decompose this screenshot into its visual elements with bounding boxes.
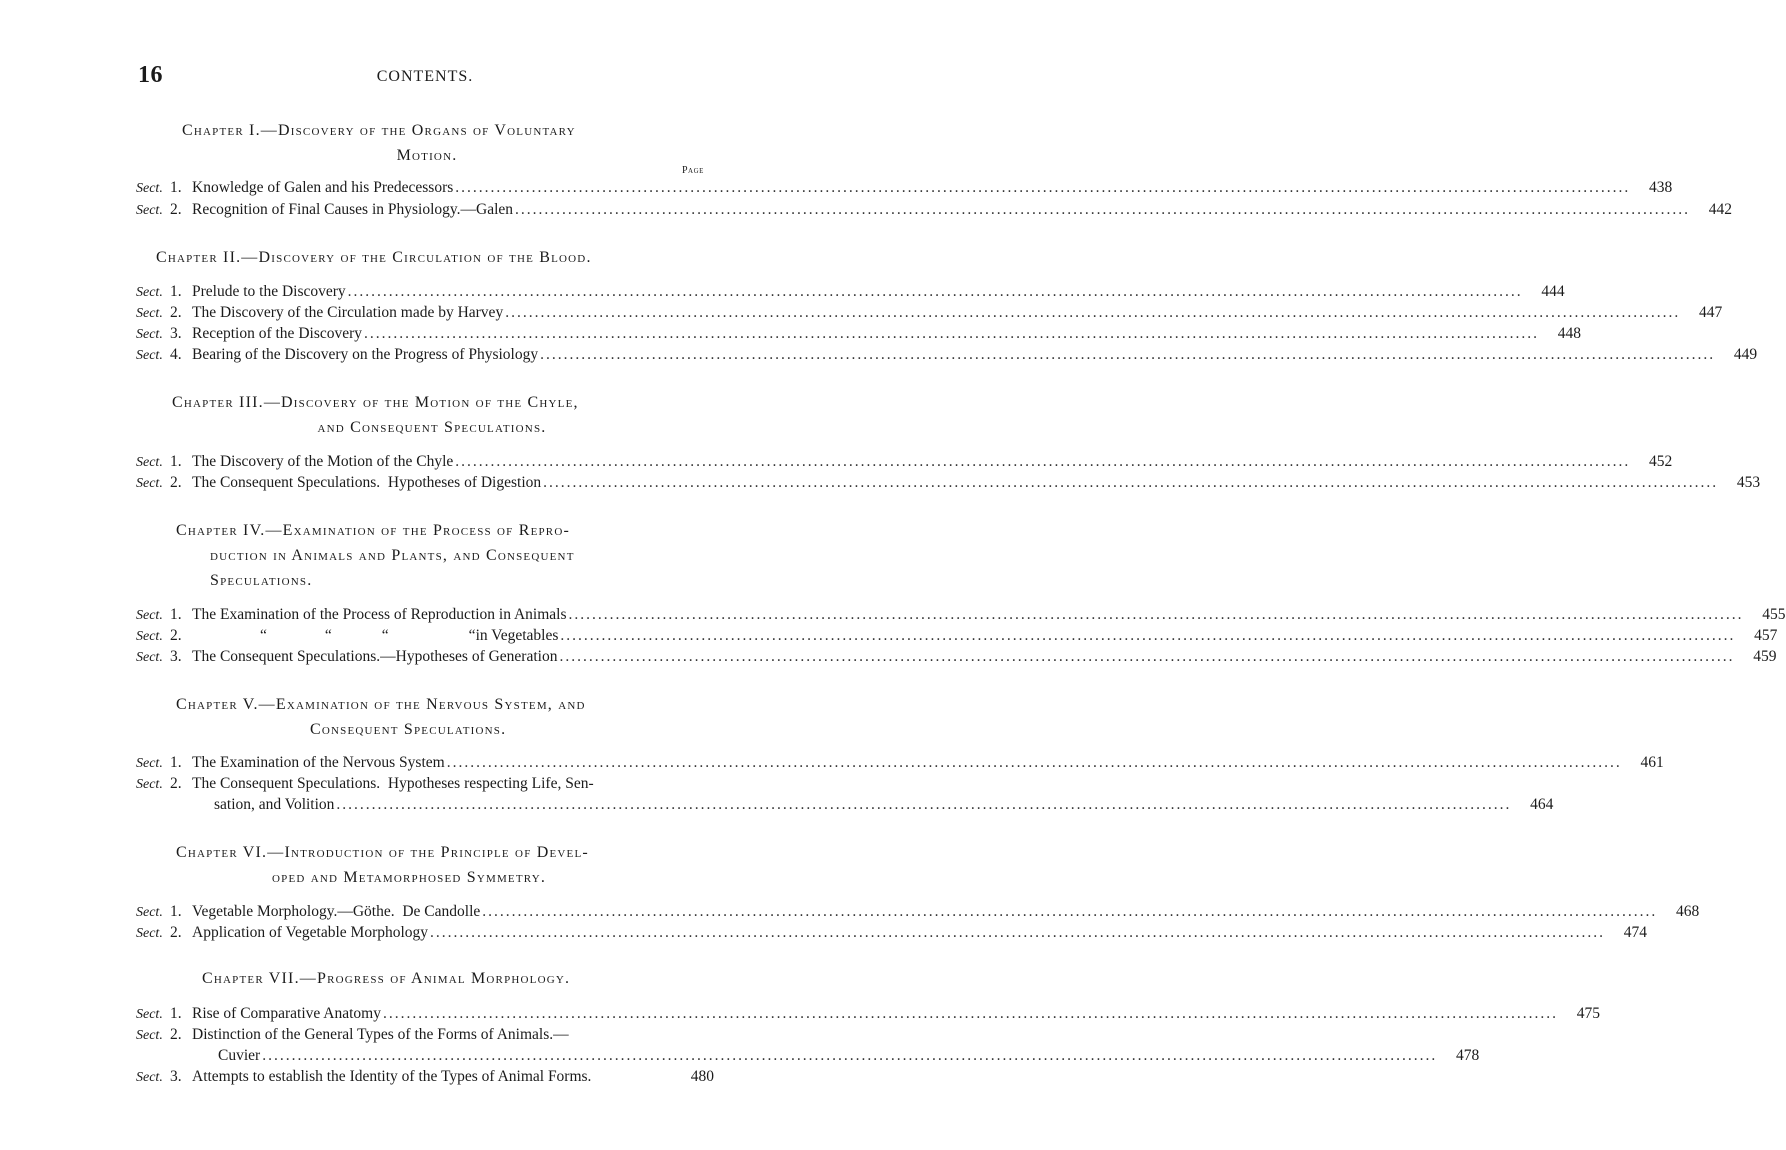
toc-entry[interactable] xyxy=(136,302,1723,323)
running-title: CONTENTS. xyxy=(376,68,474,85)
page-ref: 438 xyxy=(1649,179,1673,196)
section-number: 2. xyxy=(170,304,182,321)
section-number: 1. xyxy=(170,606,182,623)
chapter-heading-line: Chapter I.—Discovery of the Organs of Voluntary xyxy=(182,122,576,139)
sect-label: Sect. xyxy=(136,203,163,218)
section-number: 3. xyxy=(170,325,182,342)
toc-entry[interactable] xyxy=(136,604,1786,625)
sect-label: Sect. xyxy=(136,777,163,792)
leader-dots: ........................................................................................................................................................................................................ xyxy=(262,1047,1438,1064)
chapter-heading xyxy=(176,840,696,890)
section-title: in Vegetables xyxy=(475,627,559,644)
section-number: 2. xyxy=(170,627,182,644)
leader-dots: ........................................................................................................................................................................................................ xyxy=(364,325,1540,342)
page-ref: 453 xyxy=(1736,474,1761,491)
page-ref: 468 xyxy=(1676,903,1700,920)
toc-entry[interactable] xyxy=(136,177,1673,198)
toc-entry[interactable] xyxy=(136,901,1700,922)
sect-label: Sect. xyxy=(136,1028,163,1043)
toc-entry[interactable] xyxy=(136,344,1758,365)
toc-entry[interactable] xyxy=(136,646,1777,667)
leader-dots: ........................................................................................................................................................................................................ xyxy=(559,648,1735,665)
sect-label: Sect. xyxy=(136,455,163,470)
section-number: 1. xyxy=(170,453,182,470)
leader-dots: ........................................................................................................................................................................................................ xyxy=(482,903,1658,920)
leader-dots: ........................................................................................................................................................................................................ xyxy=(336,796,1512,813)
sect-label: Sect. xyxy=(136,327,163,342)
page-column-label: Page xyxy=(682,165,704,176)
page-ref: 474 xyxy=(1623,924,1648,941)
chapter-heading xyxy=(176,692,696,742)
page-ref: 475 xyxy=(1576,1005,1600,1022)
leader-dots: ........................................................................................................................................................................................................ xyxy=(505,304,1681,321)
page-ref: 455 xyxy=(1762,606,1786,623)
sect-label: Sect. xyxy=(136,650,163,665)
section-title: The Consequent Speculations. Hypotheses respecting Life, Sen- xyxy=(192,775,594,792)
toc-entry[interactable] xyxy=(136,625,1778,646)
section-title: Bearing of the Discovery on the Progress of Physiology xyxy=(192,346,539,363)
toc-entry[interactable] xyxy=(136,472,1761,493)
sect-label: Sect. xyxy=(136,926,163,941)
page-ref: 444 xyxy=(1541,283,1565,300)
ditto-mark: “ xyxy=(324,627,332,644)
chapter-heading xyxy=(182,118,682,168)
chapter-heading-line: Chapter VII.—Progress of Animal Morphology. xyxy=(202,970,571,987)
page-ref: 452 xyxy=(1649,453,1673,470)
leader-dots: ........................................................................................................................................................................................................ xyxy=(455,179,1631,196)
leader-dots: ........................................................................................................................................................................................................ xyxy=(446,754,1622,771)
section-title: Reception of the Discovery xyxy=(192,325,363,342)
chapter-heading-line: oped and Metamorphosed Symmetry. xyxy=(272,869,547,886)
ditto-mark: “ xyxy=(381,627,389,644)
ditto-mark: “ xyxy=(260,627,267,644)
chapter-heading-line: Speculations. xyxy=(210,572,313,589)
sect-label: Sect. xyxy=(136,476,163,491)
toc-entry[interactable] xyxy=(136,1066,714,1087)
section-title: Attempts to establish the Identity of the Types of Animal Forms. xyxy=(192,1068,592,1085)
sect-label: Sect. xyxy=(136,1070,163,1085)
chapter-heading-line: Chapter II.—Discovery of the Circulation of the Blood. xyxy=(156,249,592,266)
toc-entry[interactable] xyxy=(136,199,1733,220)
section-number: 3. xyxy=(170,648,182,665)
section-number: 1. xyxy=(170,283,182,300)
section-number: 2. xyxy=(170,775,182,792)
chapter-heading-line: Chapter VI.—Introduction of the Principle of Devel- xyxy=(176,844,589,861)
section-number: 4. xyxy=(170,346,182,363)
chapter-heading-line: Chapter IV.—Examination of the Process of Repro- xyxy=(176,522,571,539)
toc-entry[interactable] xyxy=(136,281,1565,302)
chapter-heading xyxy=(156,245,716,270)
page-ref: 449 xyxy=(1733,346,1758,363)
page-ref: 478 xyxy=(1455,1047,1480,1064)
leader-dots: ........................................................................................................................................................................................................ xyxy=(543,474,1719,491)
section-number: 1. xyxy=(170,1005,182,1022)
chapter-heading xyxy=(172,390,692,440)
page-ref: 457 xyxy=(1754,627,1778,644)
leader-dots: ........................................................................................................................................................................................................ xyxy=(382,1005,1558,1022)
toc-entry[interactable] xyxy=(136,773,1554,815)
section-title: Distinction of the General Types of the Forms of Animals.— xyxy=(192,1026,569,1043)
section-title: The Consequent Speculations.—Hypotheses of Generation xyxy=(192,648,558,665)
sect-label: Sect. xyxy=(136,756,163,771)
toc-entry[interactable] xyxy=(136,323,1582,344)
section-title: Vegetable Morphology.—Göthe. De Candolle xyxy=(192,903,481,920)
page-ref: 447 xyxy=(1698,304,1723,321)
section-title: The Discovery of the Circulation made by Harvey xyxy=(192,304,504,321)
sect-label: Sect. xyxy=(136,608,163,623)
section-title-continuation: Cuvier xyxy=(218,1047,261,1064)
chapter-heading xyxy=(202,966,702,991)
page-ref: 442 xyxy=(1708,201,1733,218)
page-ref: 461 xyxy=(1640,754,1664,771)
chapter-heading-line: and Consequent Speculations. xyxy=(317,419,547,436)
sect-label: Sect. xyxy=(136,629,163,644)
page-ref: 464 xyxy=(1530,796,1554,813)
toc-entry[interactable] xyxy=(136,451,1673,472)
chapter-heading-line: Chapter V.—Examination of the Nervous System, and xyxy=(176,696,586,713)
section-number: 1. xyxy=(170,179,182,196)
section-title: Knowledge of Galen and his Predecessors xyxy=(192,179,454,196)
page-ref: 480 xyxy=(690,1068,714,1085)
ditto-mark: “ xyxy=(468,627,476,644)
section-number: 1. xyxy=(170,754,182,771)
section-number: 2. xyxy=(170,201,182,218)
chapter-heading-line: Consequent Speculations. xyxy=(310,721,507,738)
section-number: 2. xyxy=(170,924,182,941)
section-title: Recognition of Final Causes in Physiology.—Galen xyxy=(192,201,514,218)
section-number: 1. xyxy=(170,903,182,920)
chapter-heading-line: duction in Animals and Plants, and Consequent xyxy=(210,547,575,564)
toc-entry[interactable] xyxy=(136,752,1664,773)
section-title-continuation: sation, and Volition xyxy=(214,796,335,813)
chapter-heading xyxy=(176,518,696,593)
page-ref: 459 xyxy=(1753,648,1777,665)
section-title: The Examination of the Process of Reproduction in Animals xyxy=(192,606,567,623)
page-number: 16 xyxy=(138,62,163,88)
section-number: 3. xyxy=(170,1068,182,1085)
leader-dots: ........................................................................................................................................................................................................ xyxy=(347,283,1523,300)
leader-dots: ........................................................................................................................................................................................................ xyxy=(540,346,1716,363)
section-title: The Examination of the Nervous System xyxy=(192,754,445,771)
section-number: 2. xyxy=(170,474,182,491)
section-title: Prelude to the Discovery xyxy=(192,283,346,300)
chapter-heading-line: Chapter III.—Discovery of the Motion of the Chyle, xyxy=(172,394,579,411)
sect-label: Sect. xyxy=(136,285,163,300)
ditto-marks xyxy=(192,625,476,646)
sect-label: Sect. xyxy=(136,1007,163,1022)
leader-dots: ........................................................................................................................................................................................................ xyxy=(515,201,1691,218)
leader-dots: ........................................................................................................................................................................................................ xyxy=(430,924,1606,941)
toc-entry[interactable] xyxy=(136,1003,1600,1024)
sect-label: Sect. xyxy=(136,306,163,321)
section-number: 2. xyxy=(170,1026,182,1043)
leader-dots: ........................................................................................................................................................................................................ xyxy=(455,453,1631,470)
section-title: Application of Vegetable Morphology xyxy=(192,924,429,941)
toc-entry[interactable] xyxy=(136,922,1648,943)
section-title: The Discovery of the Motion of the Chyle xyxy=(192,453,454,470)
section-title: The Consequent Speculations. Hypotheses of Digestion xyxy=(192,474,542,491)
chapter-heading-line: Motion. xyxy=(396,147,458,164)
sect-label: Sect. xyxy=(136,905,163,920)
toc-entry[interactable] xyxy=(136,1024,1480,1066)
leader-dots: ........................................................................................................................................................................................................ xyxy=(560,627,1736,644)
leader-dots: ........................................................................................................................................................................................................ xyxy=(568,606,1744,623)
sect-label: Sect. xyxy=(136,348,163,363)
page-ref: 448 xyxy=(1557,325,1582,342)
section-title: Rise of Comparative Anatomy xyxy=(192,1005,381,1022)
sect-label: Sect. xyxy=(136,181,163,196)
